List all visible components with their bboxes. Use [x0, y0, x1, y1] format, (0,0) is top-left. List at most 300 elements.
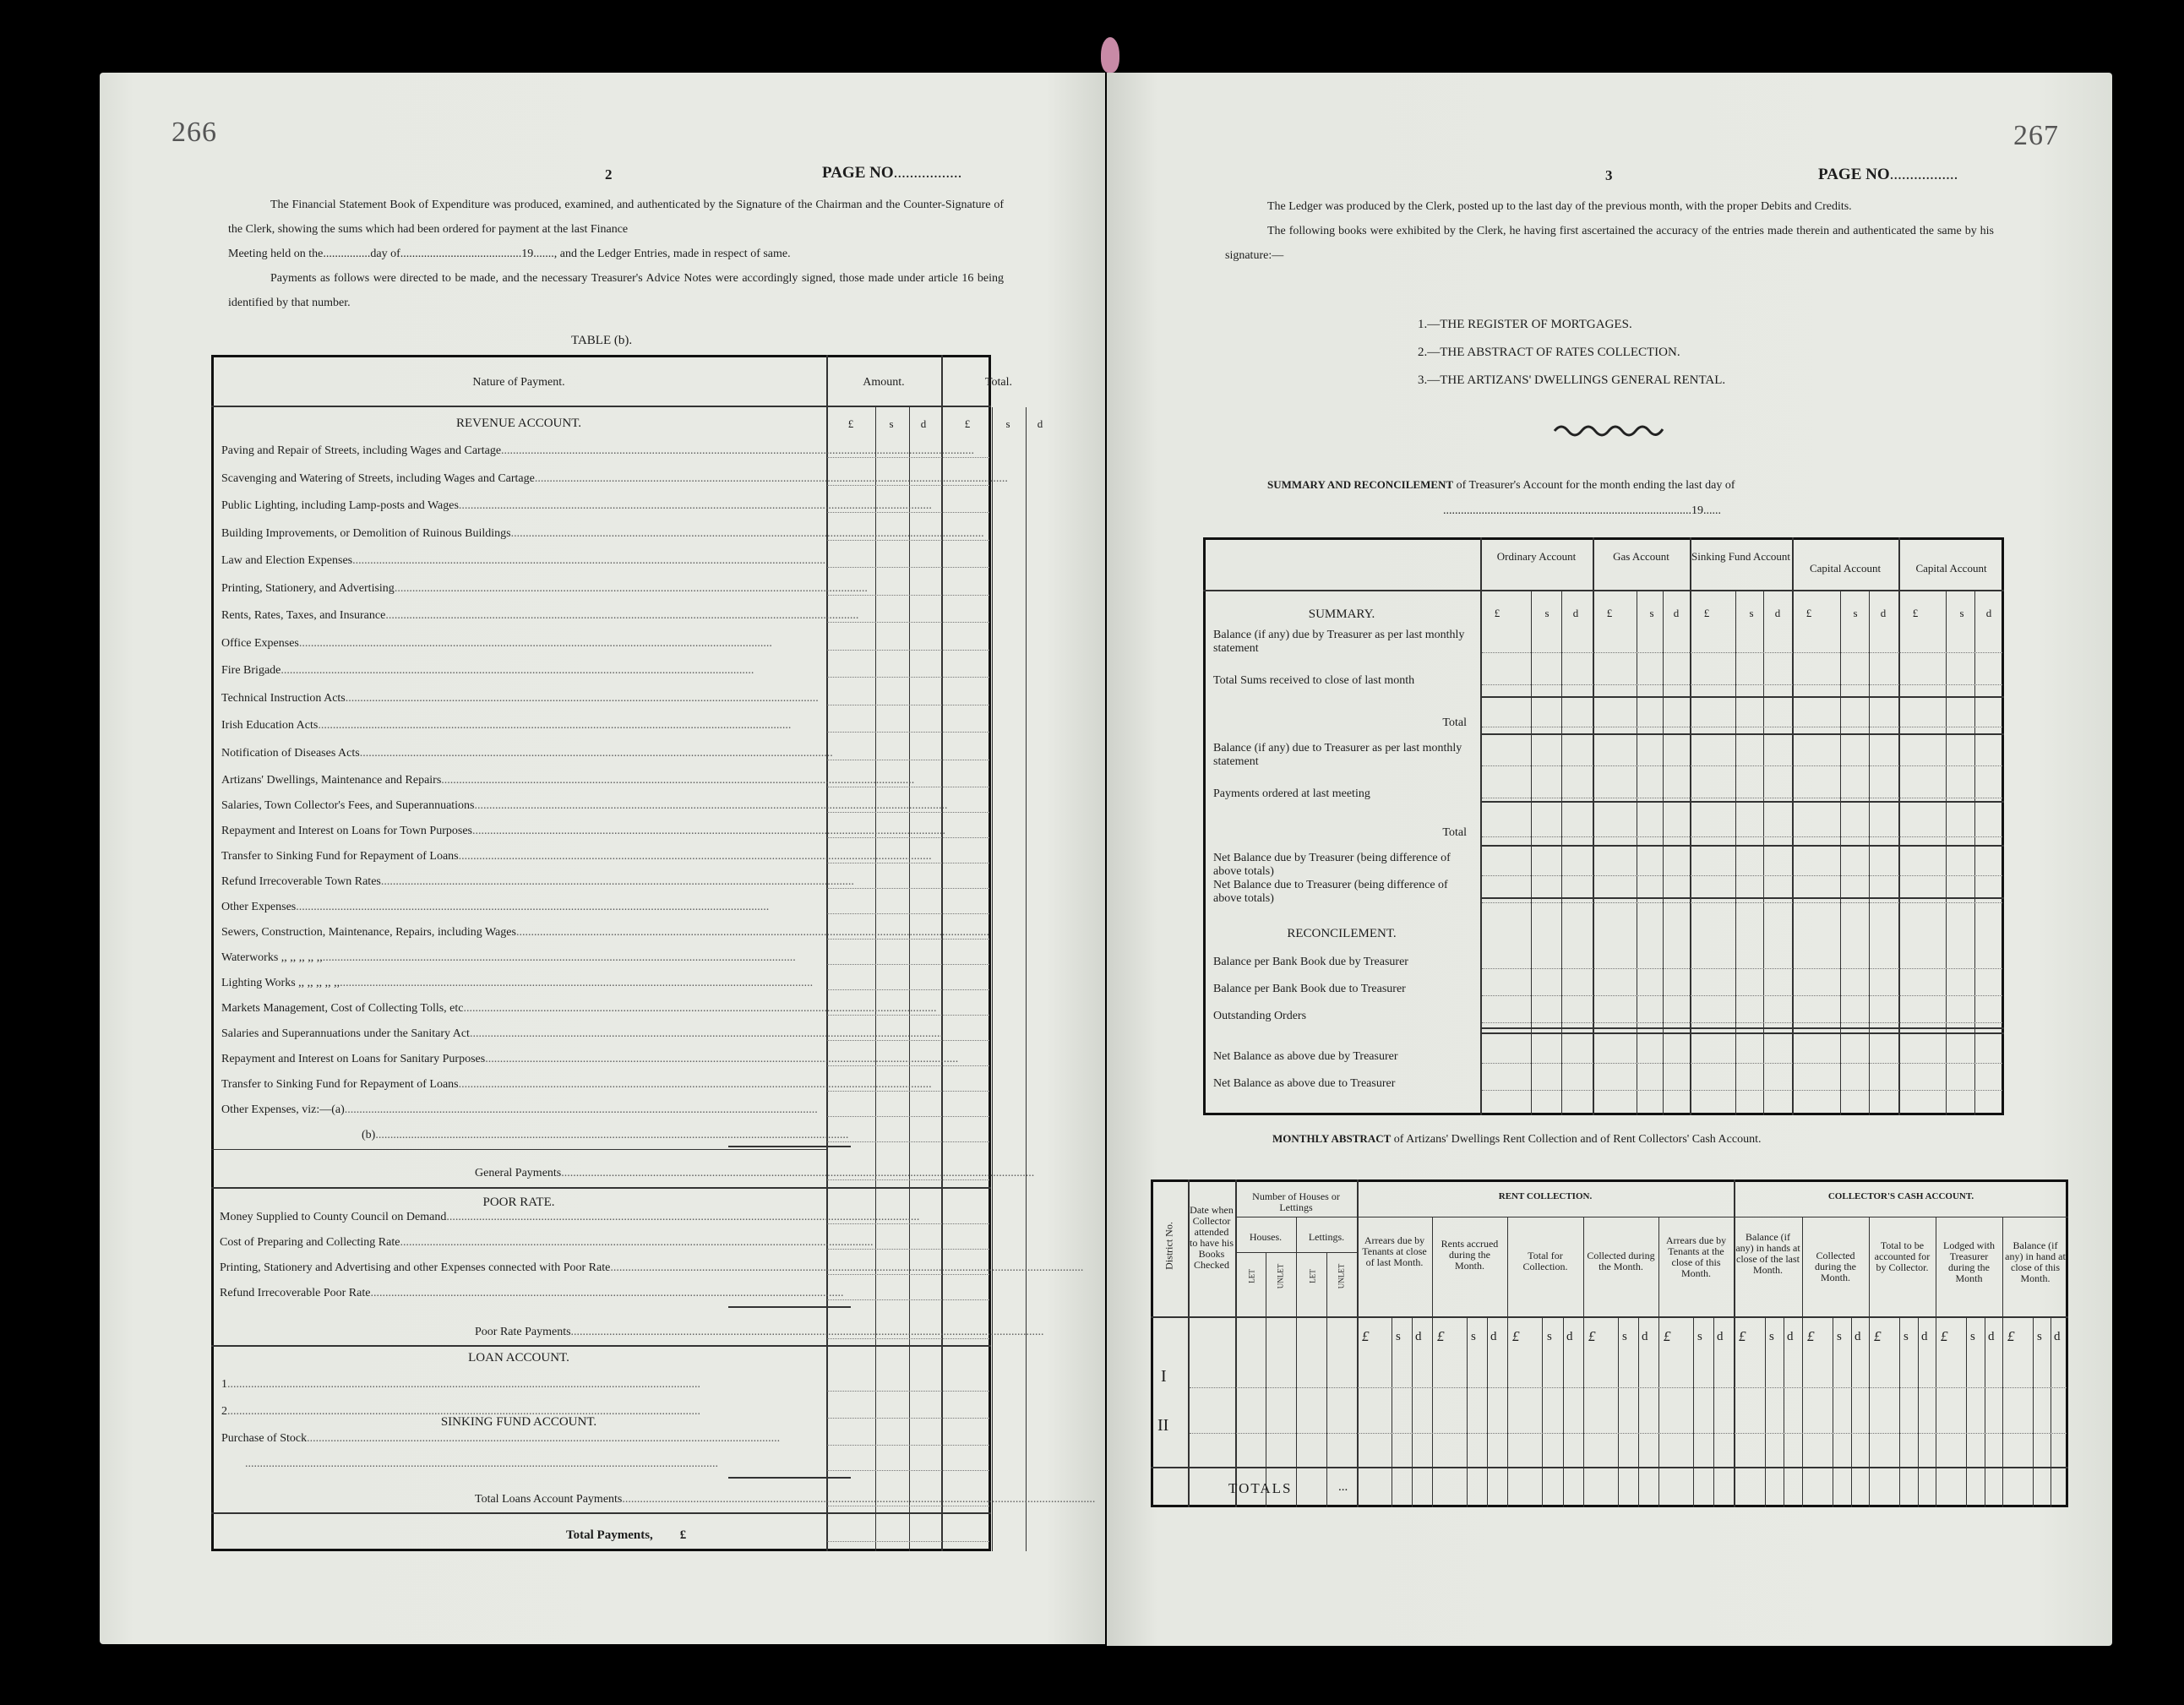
district-no-label: District No.	[1163, 1222, 1175, 1270]
summary-sub-rule	[1869, 590, 1870, 1115]
payment-row	[221, 1104, 820, 1116]
dot-leader: ................................................................................................................................................................	[610, 1261, 1084, 1274]
currency-label: d	[1854, 1330, 1861, 1343]
dot-leader: ................................................................................................................................................................	[400, 1236, 874, 1249]
right-section-number: 3	[1605, 167, 1613, 183]
payment-row	[221, 554, 826, 567]
summary-sub-rule	[1531, 590, 1532, 1115]
payment-row-label: Salaries, Town Collector's Fees, and Superannuations	[221, 799, 475, 812]
currency-label: £	[1437, 1328, 1445, 1344]
payment-row-label: Money Supplied to County Council on Demand	[220, 1211, 447, 1223]
payment-row	[221, 444, 975, 457]
payment-row	[221, 952, 820, 964]
sinking-row	[245, 1458, 820, 1470]
dotted-rule	[1482, 1022, 2002, 1023]
account-col-label: Gas Account	[1613, 550, 1669, 563]
left-section-number: 2	[605, 166, 613, 182]
rent-col-rule	[1583, 1217, 1584, 1507]
payment-row-label: Printing, Stationery, and Advertising	[221, 582, 395, 595]
dotted-rule	[827, 677, 989, 678]
account-col-label: Ordinary Account	[1496, 550, 1577, 563]
dot-leader: ................................................................................................................................................................	[622, 1493, 1096, 1506]
currency-sub-rule	[1966, 1316, 1967, 1507]
dotted-rule	[827, 1418, 989, 1419]
monthly-abstract-title: MONTHLY ABSTRACT of Artizans' Dwellings Rent Collection and of Rent Collectors' Cash Account.	[1272, 1132, 1762, 1146]
payment-row	[220, 1287, 844, 1299]
summary-sub-rule	[1946, 590, 1947, 1115]
currency-label: £	[1941, 1328, 1948, 1344]
dotted-rule	[1190, 1433, 2067, 1434]
dotted-rule	[827, 812, 989, 813]
payment-row-label: Scavenging and Watering of Streets, including Wages and Cartage	[221, 472, 535, 485]
monthly-totals-rule	[1151, 1467, 2068, 1468]
currency-sub-rule	[1618, 1316, 1619, 1507]
currency-label: s	[1622, 1330, 1627, 1343]
left-page-number: 266	[172, 117, 217, 148]
table-b	[211, 355, 1096, 1551]
dot-leader: ................................................................................................................................................................	[474, 799, 948, 812]
summary-sub-rule	[1663, 590, 1664, 1115]
currency-sub-rule	[1899, 1316, 1900, 1507]
dotted-rule	[827, 1338, 989, 1339]
currency-label: £	[1512, 1328, 1520, 1344]
summary-rule	[1480, 1032, 2004, 1034]
dot-leader: ................................................................................................................................................................	[307, 1432, 781, 1445]
book-item: 3.—THE ARTIZANS' DWELLINGS GENERAL RENTAL.	[1418, 373, 1726, 387]
payment-row	[221, 926, 989, 939]
dot-leader: ................................................................................................................................................................	[463, 1002, 937, 1015]
currency-label: s	[1769, 1330, 1774, 1343]
dotted-rule	[827, 540, 989, 541]
dotted-rule	[827, 595, 989, 596]
currency-label: d	[1921, 1330, 1928, 1343]
book-item: 1.—THE REGISTER OF MORTGAGES.	[1418, 318, 1632, 331]
dotted-rule	[1482, 836, 2002, 837]
currency-label: s	[1547, 1330, 1552, 1343]
dotted-rule	[827, 888, 989, 889]
dot-leader: ................................................................................................................................................................	[515, 926, 989, 939]
payment-row-label: 2	[221, 1405, 227, 1418]
monthly-abstract-table	[1151, 1179, 2068, 1507]
payment-row	[221, 472, 1008, 485]
payment-row-label: Office Expenses	[221, 637, 299, 650]
dotted-rule	[827, 1141, 989, 1142]
currency-label: s	[2037, 1330, 2042, 1343]
currency-sub-rule	[1693, 1316, 1694, 1507]
col-nature: Nature of Payment.	[472, 376, 565, 389]
subtotal-rule	[728, 1477, 851, 1479]
currency-label: £	[1874, 1328, 1882, 1344]
dotted-rule	[827, 485, 989, 486]
dot-leader: ................................................................................................................................................................	[469, 1027, 943, 1040]
summary-rule	[1480, 897, 2004, 899]
payment-row-label: Repayment and Interest on Loans for Sanitary Purposes	[221, 1053, 486, 1065]
summary-row: Total	[1442, 716, 1467, 729]
houses-sub-rule	[1326, 1252, 1327, 1507]
dot-leader: ................................................................................................................................................................	[380, 875, 854, 888]
reconcilement-row: Balance per Bank Book due to Treasurer	[1213, 983, 1406, 995]
payment-row	[221, 638, 820, 650]
summary-row: Payments ordered at last meeting	[1213, 787, 1370, 800]
currency-label: s	[1005, 417, 1010, 430]
summary-row: Total Sums received to close of last month	[1213, 674, 1415, 687]
currency-label: £	[1805, 607, 1812, 619]
dotted-rule	[827, 1223, 989, 1224]
dot-leader: ................................................................................................................................................................	[441, 774, 915, 787]
dotted-rule	[1482, 995, 2002, 996]
summary-rule	[1480, 696, 2004, 698]
currency-label: s	[1749, 607, 1754, 619]
dotted-rule	[827, 939, 989, 940]
dot-leader: ................................................................................................................................................................	[510, 527, 984, 540]
payment-row-label: Poor Rate Payments	[475, 1326, 571, 1338]
right-page-number: 267	[2013, 120, 2059, 151]
cash-col-rule	[1802, 1217, 1803, 1507]
payment-row-label: Waterworks ,, ,, ,, ,, ,,	[221, 951, 323, 964]
payment-row-label: Purchase of Stock	[221, 1432, 308, 1445]
rent-col-label: Arrears due by Tenants at the close of this Month.	[1665, 1234, 1727, 1279]
dotted-rule	[1482, 765, 2002, 766]
payment-row-label: Repayment and Interest on Loans for Town Purposes	[221, 825, 472, 837]
rent-col-rule	[1507, 1217, 1508, 1507]
table-b-divider	[909, 407, 910, 1551]
payment-row	[221, 1027, 943, 1040]
currency-label: s	[1837, 1330, 1842, 1343]
let-label: LET	[1308, 1269, 1317, 1283]
currency-label: £	[847, 417, 854, 430]
reconcilement-row: Outstanding Orders	[1213, 1010, 1307, 1022]
sinking-heading: SINKING FUND ACCOUNT.	[440, 1415, 597, 1429]
reconcilement-row: Net Balance as above due to Treasurer	[1213, 1077, 1396, 1090]
rent-col-rule	[1432, 1217, 1433, 1507]
currency-label: s	[1544, 607, 1549, 619]
dot-leader: ................................................................................................................................................................	[296, 901, 770, 913]
dotted-rule	[827, 732, 989, 733]
loan-row	[221, 1379, 820, 1391]
left-page	[100, 73, 1105, 1644]
payment-row-label: Public Lighting, including Lamp-posts and Wages	[221, 499, 459, 512]
dotted-rule	[827, 964, 989, 965]
currency-sub-rule	[1851, 1316, 1852, 1507]
payment-row-label: General Payments	[475, 1167, 562, 1179]
dotted-rule	[827, 622, 989, 623]
dot-leader: ................................................................................................................................................................	[245, 1457, 718, 1470]
payment-row-label: Refund Irrecoverable Town Rates	[221, 875, 381, 888]
currency-label: d	[1490, 1330, 1497, 1343]
currency-label: £	[1362, 1328, 1370, 1344]
houses-rule	[1235, 1252, 1357, 1253]
reconcilement-row: Balance per Bank Book due by Treasurer	[1213, 956, 1408, 968]
payment-row	[220, 1261, 1084, 1274]
monthly-border	[1151, 1179, 2068, 1507]
payment-row-label: Rents, Rates, Taxes, and Insurance	[221, 609, 386, 622]
payment-row	[221, 875, 854, 888]
summary-row: Net Balance due by Treasurer (being difference of above totals)	[1213, 852, 1451, 878]
dotted-rule	[827, 1274, 989, 1275]
currency-label: s	[889, 417, 894, 430]
rent-col-label: Arrears due by Tenants at close of last Month.	[1362, 1234, 1427, 1268]
payment-row-label: Total Loans Account Payments	[475, 1493, 623, 1506]
dot-leader: ................................................................................................................................................................	[322, 951, 796, 964]
currency-label: s	[1396, 1330, 1401, 1343]
totals-dots: ...	[1338, 1480, 1348, 1494]
table-b-header-rule	[211, 406, 991, 407]
rent-col-label: Collected during the Month.	[1587, 1250, 1655, 1272]
payment-row	[221, 527, 984, 540]
houses-mid-rule	[1296, 1217, 1297, 1507]
payment-row	[221, 693, 820, 705]
summary-rule	[1480, 733, 2004, 735]
currency-label: £	[1588, 1328, 1596, 1344]
let-label: LET	[1247, 1269, 1256, 1283]
payment-row	[220, 1236, 874, 1249]
dotted-rule	[1482, 968, 2002, 969]
currency-label: d	[1985, 607, 1992, 619]
dot-leader: ................................................................................................................................................................	[298, 637, 772, 650]
payment-row-label: Lighting Works ,, ,, ,, ,, ,,	[221, 977, 340, 989]
summary-sub-rule	[1561, 590, 1562, 1115]
total-payments-label: Total Payments,	[566, 1528, 653, 1542]
payment-row	[221, 850, 932, 863]
dotted-rule	[1482, 1063, 2002, 1064]
dot-leader: ................................................................................................................................................................	[352, 554, 826, 567]
currency-label: £	[1807, 1328, 1815, 1344]
cash-col-rule	[2002, 1217, 2003, 1507]
payment-row-label: Refund Irrecoverable Poor Rate	[220, 1287, 371, 1299]
dotted-rule	[827, 1040, 989, 1041]
dotted-rule	[1482, 1090, 2002, 1091]
currency-label: d	[1787, 1330, 1794, 1343]
payment-row-label: Fire Brigade	[221, 664, 281, 677]
dotted-rule	[827, 989, 989, 990]
account-col-label: Sinking Fund Account	[1691, 550, 1790, 563]
monthly-col-rule	[1357, 1179, 1359, 1507]
dot-leader: ................................................................................................................................................................	[570, 1326, 1044, 1338]
lettings-label: Lettings.	[1308, 1231, 1345, 1243]
dotted-rule	[827, 1541, 989, 1542]
dot-leader: ................................................................................................................................................................	[458, 850, 932, 863]
summary-row: Net Balance due to Treasurer (being difference of above totals)	[1213, 879, 1448, 905]
rent-col-label: Total for Collection.	[1522, 1250, 1568, 1272]
houses-col-label: Number of Houses or Lettings	[1252, 1190, 1340, 1213]
rent-col-label: Rents accrued during the Month.	[1441, 1238, 1499, 1272]
dotted-rule	[827, 1391, 989, 1392]
summary-rule	[1480, 1027, 2004, 1029]
payment-row	[221, 720, 820, 732]
dotted-rule	[1190, 1387, 2067, 1388]
summary-row: Balance (if any) due to Treasurer as per last monthly statement	[1213, 742, 1462, 768]
payment-row-label: Sewers, Construction, Maintenance, Repairs, including Wages	[221, 926, 516, 939]
dotted-rule	[827, 1470, 989, 1471]
currency-label: d	[1774, 607, 1781, 619]
dot-leader: ................................................................................................................................................................	[534, 472, 1008, 485]
payment-row-label: Irish Education Acts	[221, 719, 319, 732]
currency-label: £	[1664, 1328, 1671, 1344]
dot-leader: ................................................................................................................................................................	[340, 977, 814, 989]
total-payments-currency: £	[679, 1528, 687, 1542]
dotted-rule	[827, 837, 989, 838]
currency-label: d	[2054, 1330, 2061, 1343]
cash-col-label: Lodged with Treasurer during the Month	[1943, 1239, 1995, 1284]
dot-leader: ................................................................................................................................................................	[345, 692, 819, 705]
reconcilement-heading: RECONCILEMENT.	[1287, 927, 1397, 940]
currency-label: d	[1572, 607, 1579, 619]
dotted-rule	[827, 1179, 989, 1180]
dot-leader: ................................................................................................................................................................	[471, 825, 945, 837]
payment-row	[221, 665, 820, 677]
dotted-rule	[827, 1299, 989, 1300]
flourish-ornament	[1553, 421, 1671, 438]
summary-table	[1203, 537, 2004, 1115]
currency-label: d	[1717, 1330, 1724, 1343]
payment-row	[221, 902, 820, 913]
cash-col-label: Balance (if any) in hands at close of the last Month.	[1735, 1231, 1800, 1276]
dot-leader: ................................................................................................................................................................	[318, 719, 792, 732]
currency-sub-rule	[1713, 1316, 1714, 1507]
payment-row-label: Notification of Diseases Acts	[221, 747, 360, 760]
summary-heading: SUMMARY.	[1308, 607, 1375, 621]
account-col-label: Capital Account	[1809, 562, 1882, 575]
bookmark-ribbon	[1101, 37, 1119, 73]
section-rule	[211, 1512, 991, 1514]
table-b-divider	[992, 407, 993, 1551]
subtotal-rule	[728, 1306, 851, 1308]
payment-row	[221, 1002, 937, 1015]
summary-sub-rule	[1763, 590, 1764, 1115]
dot-leader: ................................................................................................................................................................	[375, 1129, 849, 1141]
payment-row-label: Artizans' Dwellings, Maintenance and Repairs	[221, 774, 442, 787]
currency-label: £	[964, 417, 971, 430]
cash-col-label: Total to be accounted for by Collector.	[1874, 1239, 1931, 1273]
payment-row	[221, 825, 945, 837]
general-payments-row	[475, 1167, 1035, 1179]
currency-label: s	[1697, 1330, 1702, 1343]
district-label: I	[1161, 1367, 1167, 1386]
table-b-divider	[875, 407, 876, 1551]
revenue-heading: REVENUE ACCOUNT.	[455, 417, 582, 430]
dot-leader: ................................................................................................................................................................	[485, 1053, 959, 1065]
currency-sub-rule	[1563, 1316, 1564, 1507]
payment-row	[221, 1053, 959, 1065]
dotted-rule	[1482, 902, 2002, 903]
total-loans-row	[475, 1493, 1096, 1506]
dotted-rule	[827, 1091, 989, 1092]
section-rule	[211, 1345, 991, 1347]
summary-title: SUMMARY AND RECONCILEMENT of Treasurer's Account for the month ending the last day of	[1267, 478, 1735, 492]
payment-row	[362, 1129, 849, 1141]
col-total: Total.	[984, 376, 1013, 389]
rent-col-rule	[1658, 1217, 1659, 1507]
monthly-col-rule	[1235, 1179, 1237, 1507]
monthly-col-rule	[1734, 1179, 1735, 1507]
dotted-rule	[1482, 652, 2002, 653]
unlet-label: UNLET	[1337, 1263, 1346, 1289]
currency-sub-rule	[1487, 1316, 1488, 1507]
payment-row-label: (b)	[362, 1129, 376, 1141]
summary-header-rule	[1203, 590, 2004, 591]
dot-leader: ................................................................................................................................................................	[344, 1103, 818, 1116]
currency-label: d	[1642, 1330, 1648, 1343]
payment-row-label: Building Improvements, or Demolition of Ruinous Buildings	[221, 527, 511, 540]
poor-rate-heading: POOR RATE.	[482, 1196, 555, 1209]
currency-label: s	[1970, 1330, 1975, 1343]
payment-row-label: Other Expenses	[221, 901, 297, 913]
cash-col-label: Balance (if any) in hand at close of this Month.	[2005, 1239, 2066, 1284]
left-page-no: PAGE NO.................	[822, 164, 962, 182]
payment-row-label: Law and Election Expenses	[221, 554, 353, 567]
summary-date-line: ....................................................................................19......	[1443, 504, 1721, 517]
currency-sub-rule	[1765, 1316, 1766, 1507]
dot-leader: ................................................................................................................................................................	[385, 609, 859, 622]
summary-sub-rule	[1840, 590, 1841, 1115]
payment-row-label: Printing, Stationery and Advertising and other Expenses connected with Poor Rate	[220, 1261, 611, 1274]
loan-heading: LOAN ACCOUNT.	[468, 1351, 569, 1365]
dotted-rule	[827, 913, 989, 914]
total-payments-row	[566, 1529, 820, 1542]
currency-label: s	[1959, 607, 1964, 619]
dotted-rule	[1482, 684, 2002, 685]
currency-label: s	[1904, 1330, 1909, 1343]
dot-leader: ................................................................................................................................................................	[446, 1211, 920, 1223]
payment-row	[221, 747, 833, 760]
payment-row-label: Transfer to Sinking Fund for Repayment of Loans	[221, 1078, 459, 1091]
payment-row-label: Other Expenses, viz:—(a)	[221, 1103, 345, 1116]
cash-col-label: Collected during the Month.	[1815, 1250, 1856, 1283]
currency-label: £	[2007, 1328, 2015, 1344]
dotted-rule	[827, 512, 989, 513]
dot-leader: ................................................................................................................................................................	[561, 1167, 1035, 1179]
section-rule	[211, 1187, 991, 1189]
dot-leader: ................................................................................................................................................................	[458, 1078, 932, 1091]
district-label: II	[1157, 1416, 1169, 1435]
section-rule	[211, 1149, 826, 1150]
payment-row	[221, 978, 820, 989]
dot-leader: ................................................................................................................................................................	[359, 747, 833, 760]
houses-label: Houses.	[1249, 1231, 1283, 1243]
dot-leader: ................................................................................................................................................................	[370, 1287, 844, 1299]
table-b-divider	[1026, 407, 1027, 1551]
account-col-label: Capital Account	[1915, 562, 1987, 575]
currency-label: £	[1494, 607, 1500, 619]
date-col-label: Date when Collector attended to have his Books Checked	[1190, 1204, 1234, 1271]
left-intro-paragraph: The Financial Statement Book of Expenditure was produced, examined, and authenticated by the Signature of the Chairman and the Counter-Signature of the Clerk, showing the sums which had been ordered for payment at the last Finance Meeting held on the................day of.........................................19......., and the Ledger Entries, made in respect of same. Payments as follows were directed to be made, and the necessary Treasurer's Advice Notes were accordingly signed, those made under article 16 being identified by that number.	[228, 199, 1004, 309]
payment-row	[221, 1078, 932, 1091]
currency-label: d	[1037, 417, 1043, 430]
currency-sub-rule	[1918, 1316, 1919, 1507]
dot-leader: ................................................................................................................................................................	[501, 444, 975, 457]
currency-label: £	[1606, 607, 1613, 619]
currency-label: £	[1912, 607, 1919, 619]
currency-label: d	[1673, 607, 1680, 619]
dotted-rule	[827, 1015, 989, 1016]
currency-sub-rule	[1638, 1316, 1639, 1507]
dotted-rule	[1482, 875, 2002, 876]
payment-row-label: Markets Management, Cost of Collecting Tolls, etc	[221, 1002, 464, 1015]
subtotal-rule	[728, 1146, 851, 1147]
dot-leader: ................................................................................................................................................................	[227, 1405, 700, 1418]
summary-rule	[1480, 801, 2004, 803]
payment-row-label: Salaries and Superannuations under the Sanitary Act	[221, 1027, 470, 1040]
payment-row	[221, 582, 868, 595]
currency-label: s	[1649, 607, 1654, 619]
right-page	[1107, 73, 2112, 1646]
poor-rate-payments-row	[475, 1326, 1044, 1338]
reconcilement-row: Net Balance as above due by Treasurer	[1213, 1050, 1398, 1063]
summary-row: Balance (if any) due by Treasurer as per last monthly statement	[1213, 629, 1465, 655]
payment-row-label: Paving and Repair of Streets, including Wages and Cartage	[221, 444, 502, 457]
currency-label: d	[1988, 1330, 1995, 1343]
dotted-rule	[827, 1445, 989, 1446]
